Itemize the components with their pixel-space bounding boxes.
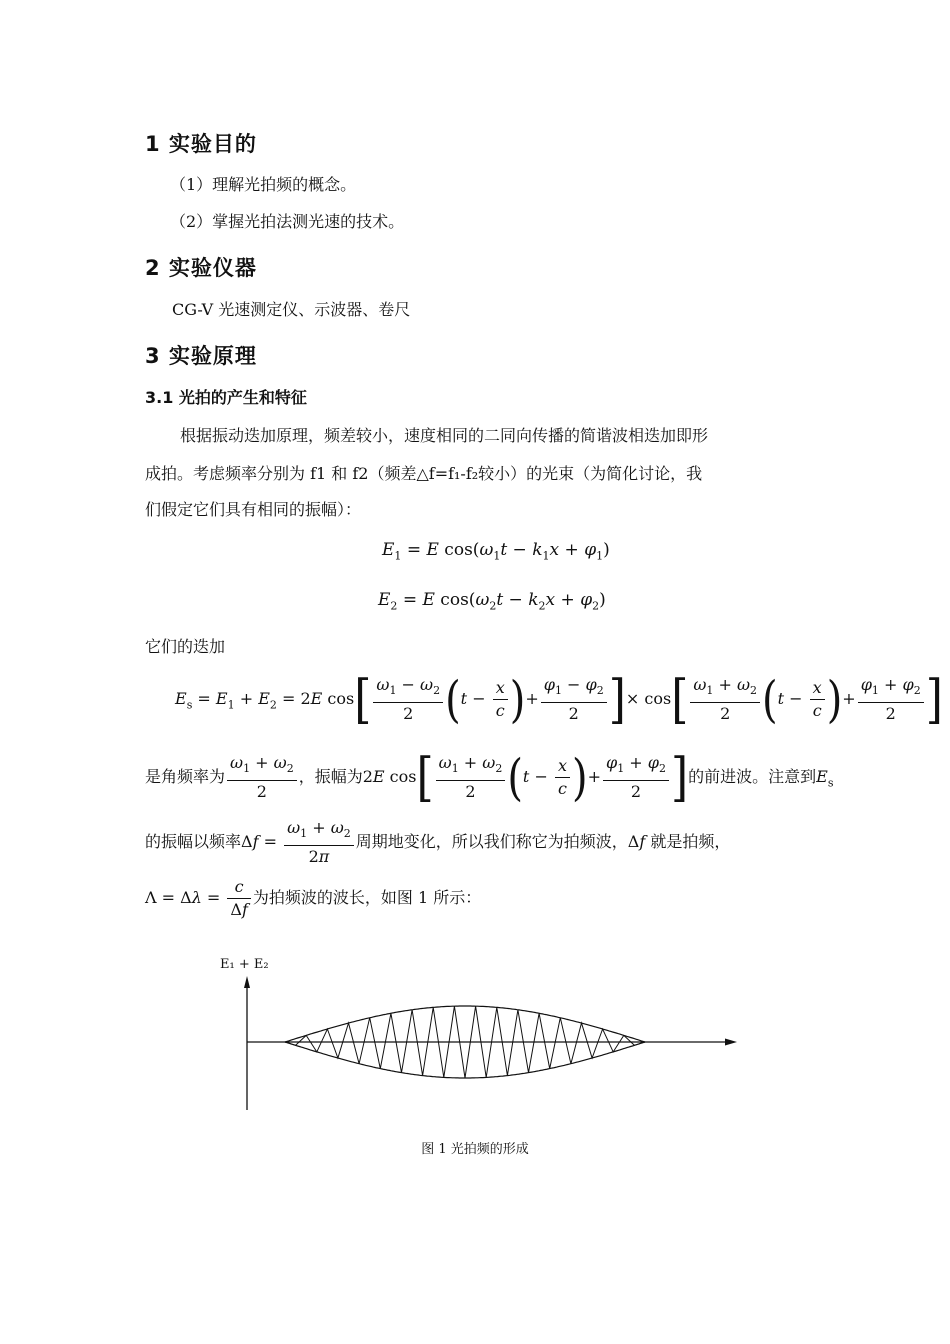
paragraph-line-3: 们假定它们具有相同的振幅）：	[145, 500, 362, 519]
text-line-angular-frequency: 是角频率为 $\frac{\omega_1 + \omega_2}{2}$ ，振幅为2E cos[ $\frac{\omega_1 + \omega_2}{2}$ (t − $\frac{x}{c}$ )+ $\frac{\varphi_1 + \varphi_2}{2}$ ]的前进波。注意到$E_s$	[145, 746, 834, 808]
paragraph-line-2: 成拍。考虑频率分别为 f1 和 f2（频差△f=f₁-f₂较小）的光束（为简化讨论，我	[145, 464, 703, 483]
section-heading-principle: 3 实验原理	[145, 344, 257, 368]
beat-wave-svg	[215, 950, 745, 1115]
text-line-beat-frequency: 的振幅以频率Δf = $\frac{\omega_1 + \omega_2}{2\pi}$ 周期地变化，所以我们称它为拍频波，Δf 就是拍频，	[145, 818, 731, 867]
axis-label: E₁ + E₂	[220, 957, 269, 972]
text-g: 为拍频波的波长，如图 1 所示：	[252, 888, 482, 907]
aim-item-2: （2）掌握光拍法测光速的技术。	[170, 212, 405, 231]
text-a: 是角频率为	[145, 767, 226, 787]
figure-caption: 图 1 光拍频的形成	[421, 1142, 529, 1157]
text-c: 的前进波。注意到	[688, 767, 817, 787]
section-heading-apparatus: 2 实验仪器	[145, 256, 257, 280]
text-b: ，振幅为	[298, 767, 363, 787]
superpose-label: 它们的迭加	[145, 637, 226, 656]
equation-e2: $E_2 = E$ $\cos(\omega_2t - k_2x + \varphi_2)$	[378, 590, 606, 613]
equation-e1: $E_1 = E$ $\cos(\omega_1t - k_1x + \varphi_1)$	[382, 540, 610, 563]
aim-item-1: （1）理解光拍频的概念。	[170, 175, 357, 194]
text-f: 就是拍频，	[650, 832, 731, 852]
apparatus-list: CG-V 光速测定仪、示波器、卷尺	[172, 300, 411, 319]
equation-superposition: $E_s = E_1 + E_2 = 2E$ cos[ $\frac{\omega_1 - \omega_2}{2}$ (t − $\frac{x}{c}$ )+ $\frac{\varphi_1 - \varphi_2}{2}$ ]× cos[ $\frac{\omega_1 + \omega_2}{2}$ (t − $\frac{x}{c}$ )+ $\frac{\varphi_1 + \varphi_2}{2}$ ]	[175, 668, 943, 730]
paragraph-line-1: 根据振动迭加原理，频差较小，速度相同的二同向传播的简谐波相迭加即形	[180, 426, 709, 445]
text-line-wavelength: Λ = Δλ = $\frac{c}{\Delta f}$ 为拍频波的波长，如图 1 所示：	[145, 877, 482, 919]
text-d: 的振幅以频率	[145, 832, 242, 852]
subsection-heading: 3.1 光拍的产生和特征	[145, 388, 307, 407]
section-heading-aims: 1 实验目的	[145, 132, 257, 156]
beat-wave-figure	[215, 950, 745, 1115]
text-e: 周期地变化，所以我们称它为拍频波，	[355, 832, 628, 852]
